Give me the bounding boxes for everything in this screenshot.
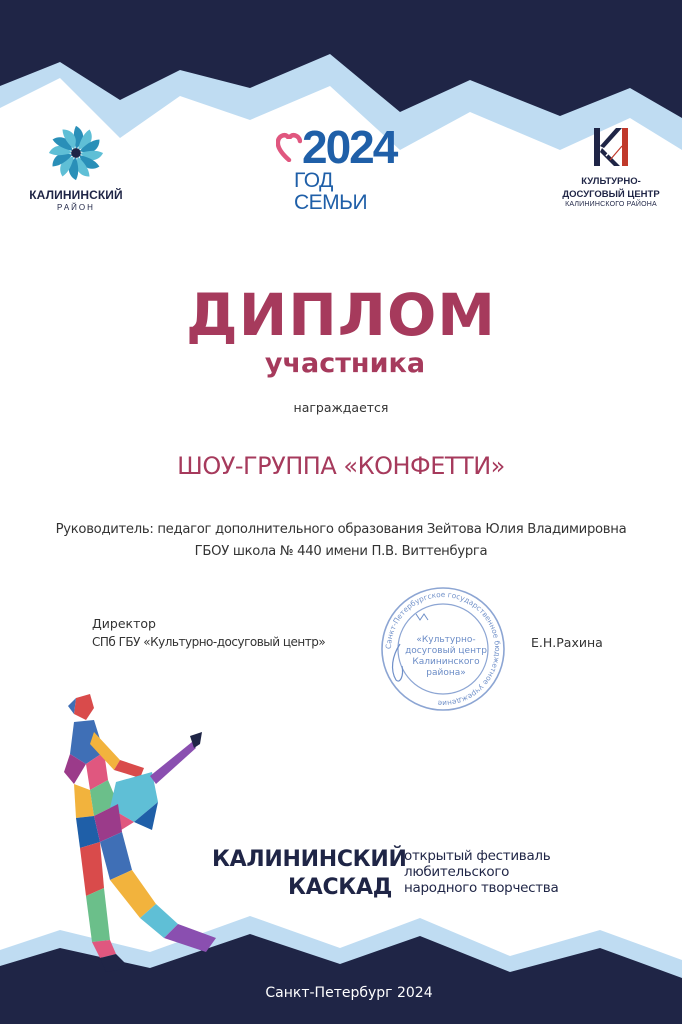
right-logo-line1: КУЛЬТУРНО- bbox=[581, 176, 641, 187]
right-logo-line2: ДОСУГОВЫЙ ЦЕНТР bbox=[562, 189, 660, 200]
leader-line-1: Руководитель: педагог дополнительного образования Зейтова Юлия Владимировна bbox=[55, 522, 627, 537]
heart-icon bbox=[276, 132, 302, 162]
city-year: Санкт-Петербург 2024 bbox=[265, 985, 433, 1001]
festival-desc-line1: открытый фестиваль bbox=[404, 848, 551, 864]
kdc-logo bbox=[556, 126, 666, 209]
festival-description bbox=[404, 848, 604, 896]
director-role: Директор bbox=[92, 616, 156, 631]
recipient-name: ШОУ-ГРУППА «КОНФЕТТИ» bbox=[177, 452, 505, 480]
left-logo-line2: РАЙОН bbox=[57, 203, 95, 212]
stamp-line-2: досуговый центр bbox=[405, 646, 487, 656]
stamp-line-1: «Культурно- bbox=[416, 635, 476, 645]
year-of-family-logo bbox=[276, 121, 406, 214]
right-logo-line3: КАЛИНИНСКОГО РАЙОНА bbox=[565, 201, 657, 208]
kdc-emblem-icon bbox=[586, 126, 636, 170]
director-organization: СПб ГБУ «Культурно-досуговый центр» bbox=[92, 635, 326, 649]
festival-desc-line3: народного творчества bbox=[404, 880, 559, 896]
stamp-line-4: района» bbox=[426, 668, 466, 678]
leader-line-2: ГБОУ школа № 440 имени П.В. Виттенбурга bbox=[194, 544, 488, 559]
festival-name-line2: КАСКАД bbox=[288, 875, 392, 900]
festival-name-line1: КАЛИНИНСКИЙ bbox=[212, 847, 407, 872]
diploma-subtitle: участника bbox=[264, 348, 426, 379]
year-subtitle: ГОД СЕМЬИ bbox=[294, 169, 368, 214]
year-text: 2024 bbox=[302, 121, 397, 173]
guitarist-figure-icon bbox=[60, 692, 226, 976]
leader-info bbox=[0, 519, 682, 563]
diploma-title: ДИПЛОМ bbox=[186, 281, 496, 349]
sun-spiral-icon bbox=[47, 124, 105, 182]
left-logo-line1: КАЛИНИНСКИЙ bbox=[29, 188, 123, 202]
awarded-label: награждается bbox=[293, 400, 389, 415]
kalininsky-district-logo bbox=[28, 124, 124, 212]
director-name: Е.Н.Рахина bbox=[531, 635, 603, 650]
official-stamp bbox=[378, 584, 508, 714]
festival-desc-line2: любительского bbox=[404, 864, 510, 880]
stamp-outer-text: Санкт-Петербургское государственное бюджетное учреждение bbox=[383, 589, 503, 709]
stamp-line-3: Калининского bbox=[412, 657, 480, 667]
stamp-emblem-icon bbox=[416, 614, 428, 620]
